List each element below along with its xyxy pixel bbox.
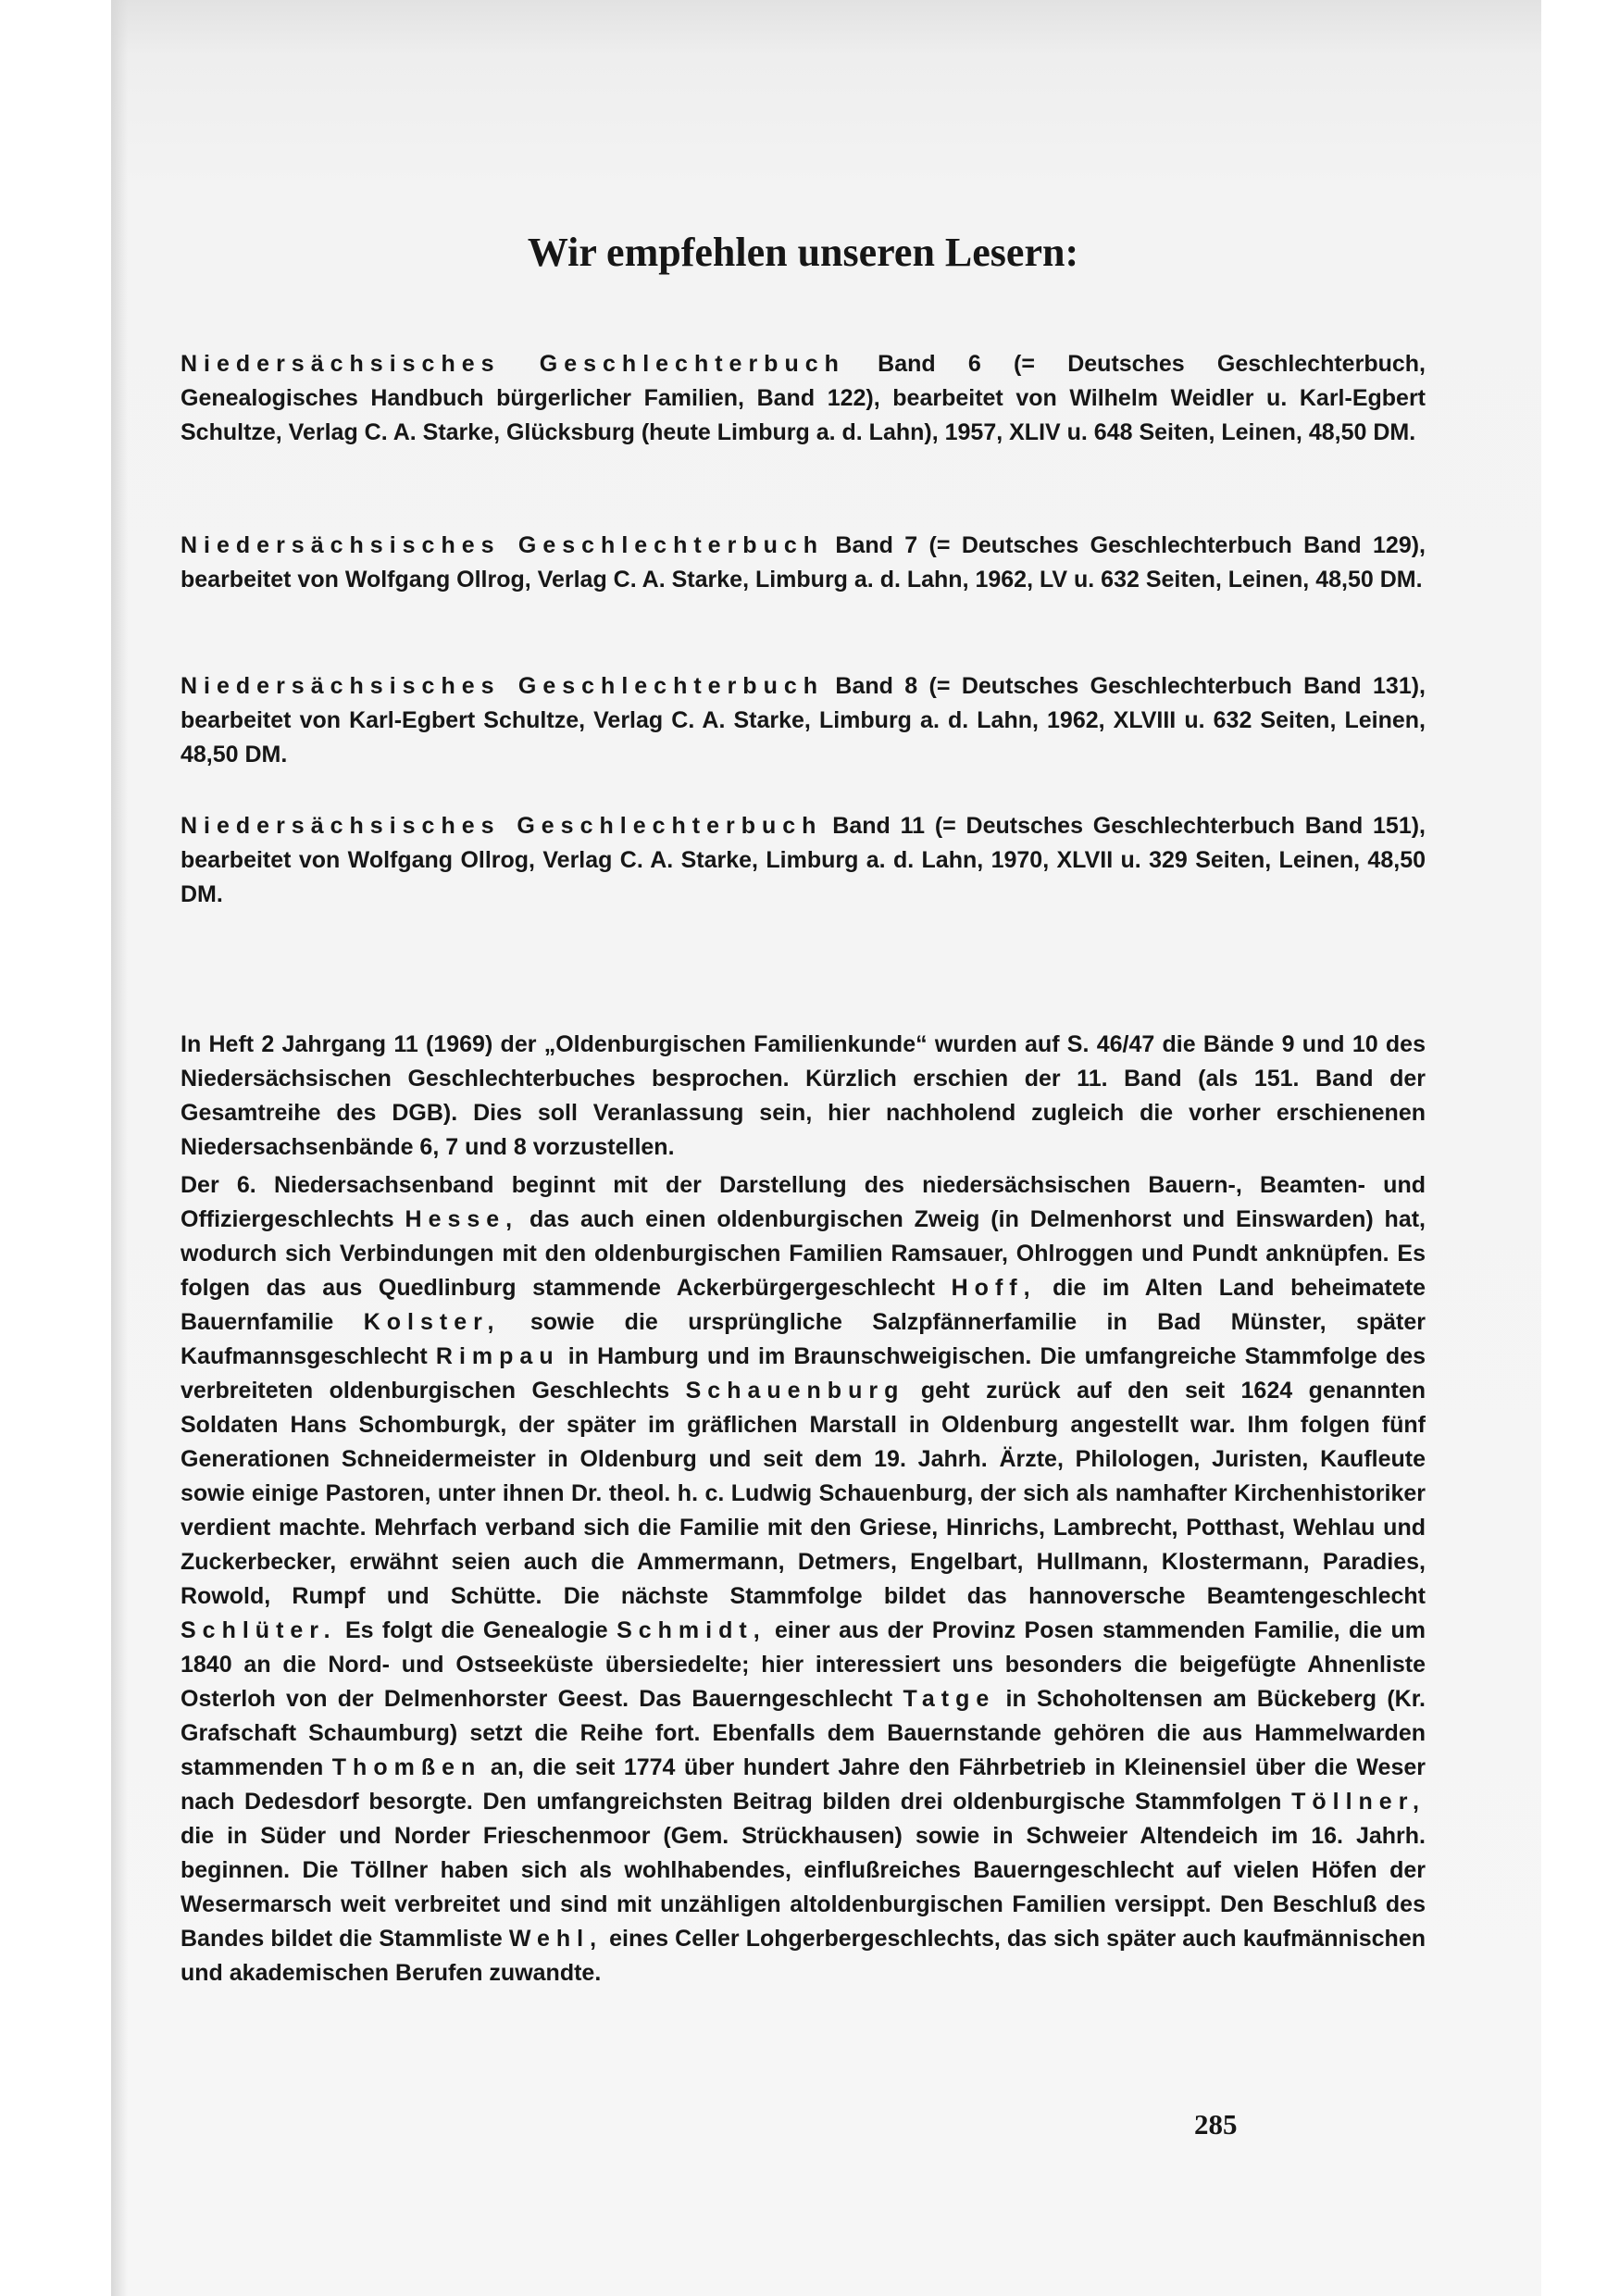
review-text: geht zurück auf den seit 1624 genannten Soldaten Hans Schomburgk, der später im gräflichen Marstall in Oldenburg angestellt war. Ihm folgen fünf Generationen Schneidermeister in Oldenburg und seit dem 19. Jahrh. Ärzte, Philologen, Juristen, Kaufleute sowie einige Pastoren, unter ihnen Dr. theol. h. c. Ludwig Schauenburg, der sich als namhafter Kirchenhistoriker verdient machte. Mehrfach verband sich die Familie mit den Griese, Hinrichs, Lambrecht, Potthast, Wehlau und Zuckerbecker, erwähnt seien auch die Ammermann, Detmers, Engelbart, Hullmann, Klostermann, Paradies, Rowold, Rumpf und Schütte. Die nächste Stammfolge bildet das hannoversche Beamtengeschlecht	[181, 1378, 1426, 1609]
family-name: Schlüter.	[181, 1617, 337, 1643]
family-name: Tatge	[903, 1686, 996, 1712]
review-text: in Hamburg und im Braunschweigischen. Die umfangreiche Stammfolge des verbreiteten oldenburgischen Geschlechts	[181, 1343, 1426, 1404]
review-text: sowie die ursprüngliche Salzpfännerfamilie in Bad Münster, später Kaufmannsgeschlecht	[181, 1309, 1426, 1369]
review-text: an, die seit 1774 über hundert Jahre den Fährbetrieb in Kleinensiel über die Weser nach Dedesdorf besorgte. Den umfangreichsten Beitrag bilden drei oldenburgische Stammfolgen	[181, 1754, 1426, 1815]
recommendation-entry	[181, 347, 1426, 450]
family-name: Schauenburg	[685, 1378, 905, 1404]
family-name: Wehl,	[508, 1926, 604, 1952]
review-text: Es folgt die Genealogie	[344, 1617, 608, 1643]
intro-paragraph: In Heft 2 Jahrgang 11 (1969) der „Oldenburgischen Familienkunde“ wurden auf S. 46/47 die Bände 9 und 10 des Niedersächsischen Geschlechterbuches besprochen. Kürzlich erschien der 11. Band (als 151. Band der Gesamtreihe des DGB). Dies soll Veranlassung sein, hier nachholend zugleich die vorher erschienenen Niedersachsenbände 6, 7 und 8 vorzustellen.	[181, 1031, 1426, 1160]
series-title: Niedersächsisches Geschlechterbuch	[181, 351, 845, 377]
family-name: Rimpau	[435, 1343, 560, 1369]
recommendation-entry	[181, 529, 1426, 597]
page-number: 285	[1194, 2108, 1238, 2140]
family-name: Thomßen	[331, 1754, 482, 1780]
series-title: Niedersächsisches Geschlechterbuch	[181, 532, 825, 558]
entry-text: Band 11 (= Deutsches Geschlechterbuch Band 151), bearbeitet von Wolfgang Ollrog, Verlag C. A. Starke, Limburg a. d. Lahn, 1970, XLVII u. 329 Seiten, Leinen, 48,50 DM.	[181, 813, 1426, 907]
review-text: in Schoholtensen am Bückeberg (Kr. Grafschaft Schaumburg) setzt die Reihe fort. Ebenfalls dem Bauernstande gehören die aus Hammelwarden stammenden	[181, 1686, 1426, 1780]
series-title: Niedersächsisches Geschlechterbuch	[181, 673, 825, 699]
review-text: eines Celler Lohgerbergeschlechts, das sich später auch kaufmännischen und akademischen Berufen zuwandte.	[181, 1926, 1426, 1986]
family-name: Schmidt,	[617, 1617, 766, 1643]
entry-text: Band 8 (= Deutsches Geschlechterbuch Band 131), bearbeitet von Karl-Egbert Schultze, Verlag C. A. Starke, Limburg a. d. Lahn, 1962, XLVIII u. 632 Seiten, Leinen, 48,50 DM.	[181, 673, 1426, 767]
entry-text: Band 7 (= Deutsches Geschlechterbuch Band 129), bearbeitet von Wolfgang Ollrog, Verlag C. A. Starke, Limburg a. d. Lahn, 1962, LV u. 632 Seiten, Leinen, 48,50 DM.	[181, 532, 1426, 593]
family-name: Hoff,	[951, 1275, 1037, 1301]
recommendation-entry	[181, 809, 1426, 912]
family-name: Hesse,	[405, 1206, 519, 1232]
review-text: die in Süder und Norder Frieschenmoor (Gem. Strückhausen) sowie in Schweier Altendeich im 16. Jahrh. beginnen. Die Töllner haben sich als wohlhabendes, einflußreiches Bauerngeschlecht auf vielen Höfen der Wesermarsch weit verbreitet und sind mit unzähligen altoldenburgischen Familien versippt. Den Beschluß des Bandes bildet die Stammliste	[181, 1823, 1426, 1952]
series-title: Niedersächsisches Geschlechterbuch	[181, 813, 823, 839]
review-text: einer aus der Provinz Posen stammenden Familie, die um 1840 an die Nord- und Ostseeküste übersiedelte; hier interessiert uns besonders die beigefügte Ahnenliste Osterloh von der Delmenhorster Geest. Das Bauerngeschlecht	[181, 1617, 1426, 1712]
review-text: das auch einen oldenburgischen Zweig (in Delmenhorst und Einswarden) hat, wodurch sich Verbindungen mit den oldenburgischen Familien Ramsauer, Ohlroggen und Pundt anknüpfen. Es folgen das aus Quedlinburg stammende Ackerbürgergeschlecht	[181, 1206, 1426, 1301]
review-text: Der 6. Niedersachsenband beginnt mit der Darstellung des niedersächsischen Bauern-, Beamten- und Offiziergeschlechts	[181, 1172, 1426, 1232]
review-text: die im Alten Land beheimatete Bauernfamilie	[181, 1275, 1426, 1335]
family-name: Töllner,	[1291, 1789, 1426, 1815]
family-name: Kolster,	[363, 1309, 501, 1335]
page-title: Wir empfehlen unseren Lesern:	[527, 230, 1079, 275]
review-paragraph	[181, 1168, 1426, 1990]
entry-text: Band 6 (= Deutsches Geschlechterbuch, Genealogisches Handbuch bürgerlicher Familien, Band 122), bearbeitet von Wilhelm Weidler u. Karl-Egbert Schultze, Verlag C. A. Starke, Glücksburg (heute Limburg a. d. Lahn), 1957, XLIV u. 648 Seiten, Leinen, 48,50 DM.	[181, 351, 1426, 445]
recommendation-entry	[181, 669, 1426, 772]
